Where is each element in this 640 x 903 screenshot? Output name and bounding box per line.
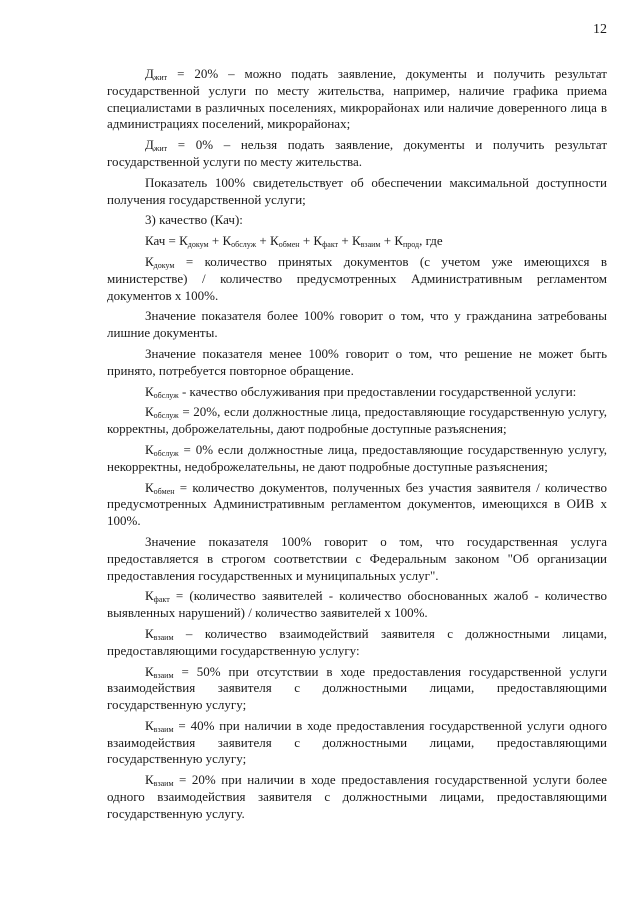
paragraph: [107, 137, 607, 171]
formula-term-separator: +: [208, 233, 223, 249]
indicator-subscript: взаим: [153, 724, 174, 734]
document-body: [107, 66, 607, 827]
paragraph-text: Значение показателя более 100% говорит о том, что у гражданина затребованы лишние документы.: [107, 308, 607, 341]
formula-term-separator: +: [299, 233, 314, 249]
paragraph: [107, 308, 607, 342]
formula-term-subscript: докум: [187, 240, 209, 250]
indicator-symbol: К: [145, 441, 154, 457]
paragraph-text: Значение показателя 100% говорит о том, что государственная услуга предоставляется в строгом соответствии с Федеральным законом "Об организации предоставления государственных и муниципальных услуг".: [107, 533, 607, 583]
formula-term-separator: +: [338, 233, 352, 249]
formula-term-symbol: К: [270, 233, 279, 249]
paragraph: [107, 66, 607, 133]
paragraph-text: Значение показателя менее 100% говорит о том, что решение не может быть принято, потребуется повторное обращение.: [107, 345, 607, 378]
indicator-symbol: К: [145, 625, 154, 641]
indicator-subscript: обмен: [153, 486, 175, 496]
paragraph: [107, 772, 607, 822]
formula-term-separator: +: [256, 233, 271, 249]
indicator-symbol: К: [145, 383, 154, 399]
indicator-symbol: К: [145, 717, 154, 733]
indicator-symbol: К: [145, 663, 154, 679]
formula-term-symbol: К: [394, 233, 403, 249]
indicator-symbol: К: [145, 479, 154, 495]
paragraph-text: = количество документов, полученных без участия заявителя / количество предусмотренных Административным регламентом документов, имеющихся в ОИВ х 100%.: [107, 479, 607, 529]
formula-term-symbol: К: [222, 233, 232, 249]
indicator-subscript: взаим: [153, 779, 174, 789]
indicator-subscript: обслуж: [153, 411, 179, 421]
paragraph-text: - качество обслуживания при предоставлении государственной услуги:: [178, 383, 577, 399]
paragraph-text: = (количество заявителей - количество обоснованных жалоб - количество выявленных нарушений) / количество заявителей х 100%.: [107, 588, 607, 621]
paragraph-text: = 0% если должностные лица, предоставляющие государственную услугу, некорректны, недоброжелательны, не дают подробные доступные разъяснения;: [107, 441, 607, 474]
indicator-subscript: докум: [153, 260, 175, 270]
formula-term-subscript: факт: [322, 240, 339, 250]
indicator-subscript: жит: [153, 73, 168, 82]
paragraph: [107, 384, 607, 401]
formula-term-subscript: обслуж: [231, 240, 257, 250]
formula-term-subscript: прод: [402, 240, 420, 250]
paragraph: [107, 664, 607, 714]
paragraph: [107, 588, 607, 622]
paragraph-text: = 20% – можно подать заявление, документы и получить результат государственной услуги по месту жительства, например, наличие графика приема специалистами в различных поселениях, микрорайонах или наличие доверенного лица в администрациях поселений, микрорайонах;: [107, 66, 607, 132]
indicator-subscript: обслуж: [153, 390, 179, 400]
indicator-subscript: жит: [153, 144, 168, 154]
indicator-symbol: К: [145, 253, 154, 269]
indicator-symbol: Д: [145, 137, 154, 153]
paragraph-text: Показатель 100% свидетельствует об обеспечении максимальной доступности получения государственной услуги;: [107, 174, 607, 207]
paragraph: [107, 254, 607, 304]
indicator-subscript: взаим: [153, 670, 174, 680]
paragraph: [107, 626, 607, 660]
paragraph: [107, 212, 607, 229]
formula-term-separator: +: [380, 233, 395, 249]
paragraph-text: = 0% – нельзя подать заявление, документы и получить результат государственной услуги по месту жительства.: [107, 137, 607, 169]
formula-term-symbol: К: [313, 233, 323, 249]
paragraph-text: = 20% при наличии в ходе предоставления государственной услуги более одного взаимодействия заявителя с должностными лицами, предоставляющими государственную услугу.: [107, 772, 607, 821]
indicator-subscript: обслуж: [153, 448, 179, 458]
formula-lhs: Кач =: [145, 233, 180, 249]
paragraph-text: = 40% при наличии в ходе предоставления государственной услуги одного взаимодействия заявителя с должностными лицами, предоставляющими государственную услугу;: [107, 717, 607, 767]
formula-term-symbol: К: [179, 233, 188, 249]
indicator-subscript: взаим: [153, 632, 174, 642]
paragraph: [107, 442, 607, 476]
quality-formula: [107, 233, 607, 250]
paragraph: [107, 404, 607, 438]
paragraph: [107, 534, 607, 584]
indicator-symbol: К: [145, 588, 154, 604]
indicator-symbol: Д: [145, 66, 154, 81]
formula-term-symbol: К: [351, 233, 361, 249]
formula-term-subscript: взаим: [360, 240, 381, 250]
formula-term-separator: , где: [419, 233, 443, 249]
paragraph-text: = 50% при отсутствии в ходе предоставления государственной услуги взаимодействия заявителя с должностными лицами, предоставляющими государственную услугу;: [107, 663, 607, 713]
page-number: 12: [593, 22, 607, 37]
paragraph: [107, 480, 607, 530]
paragraph-text: = количество принятых документов (с учетом уже имеющихся в министерстве) / количество предусмотренных Административным регламентом документов х 100%.: [107, 253, 607, 303]
paragraph: [107, 718, 607, 768]
indicator-symbol: К: [145, 404, 154, 420]
paragraph: [107, 175, 607, 209]
paragraph-text: 3) качество (Кач):: [145, 212, 243, 228]
paragraph-text: = 20%, если должностные лица, предоставляющие государственную услугу, корректны, доброжелательны, дают подробные доступные разъяснения;: [107, 404, 607, 437]
formula-term-subscript: обмен: [278, 240, 300, 250]
paragraph: [107, 346, 607, 380]
indicator-subscript: факт: [153, 595, 170, 605]
indicator-symbol: К: [145, 772, 154, 788]
paragraph-text: – количество взаимодействий заявителя с должностными лицами, предоставляющими государственную услугу:: [107, 625, 607, 658]
